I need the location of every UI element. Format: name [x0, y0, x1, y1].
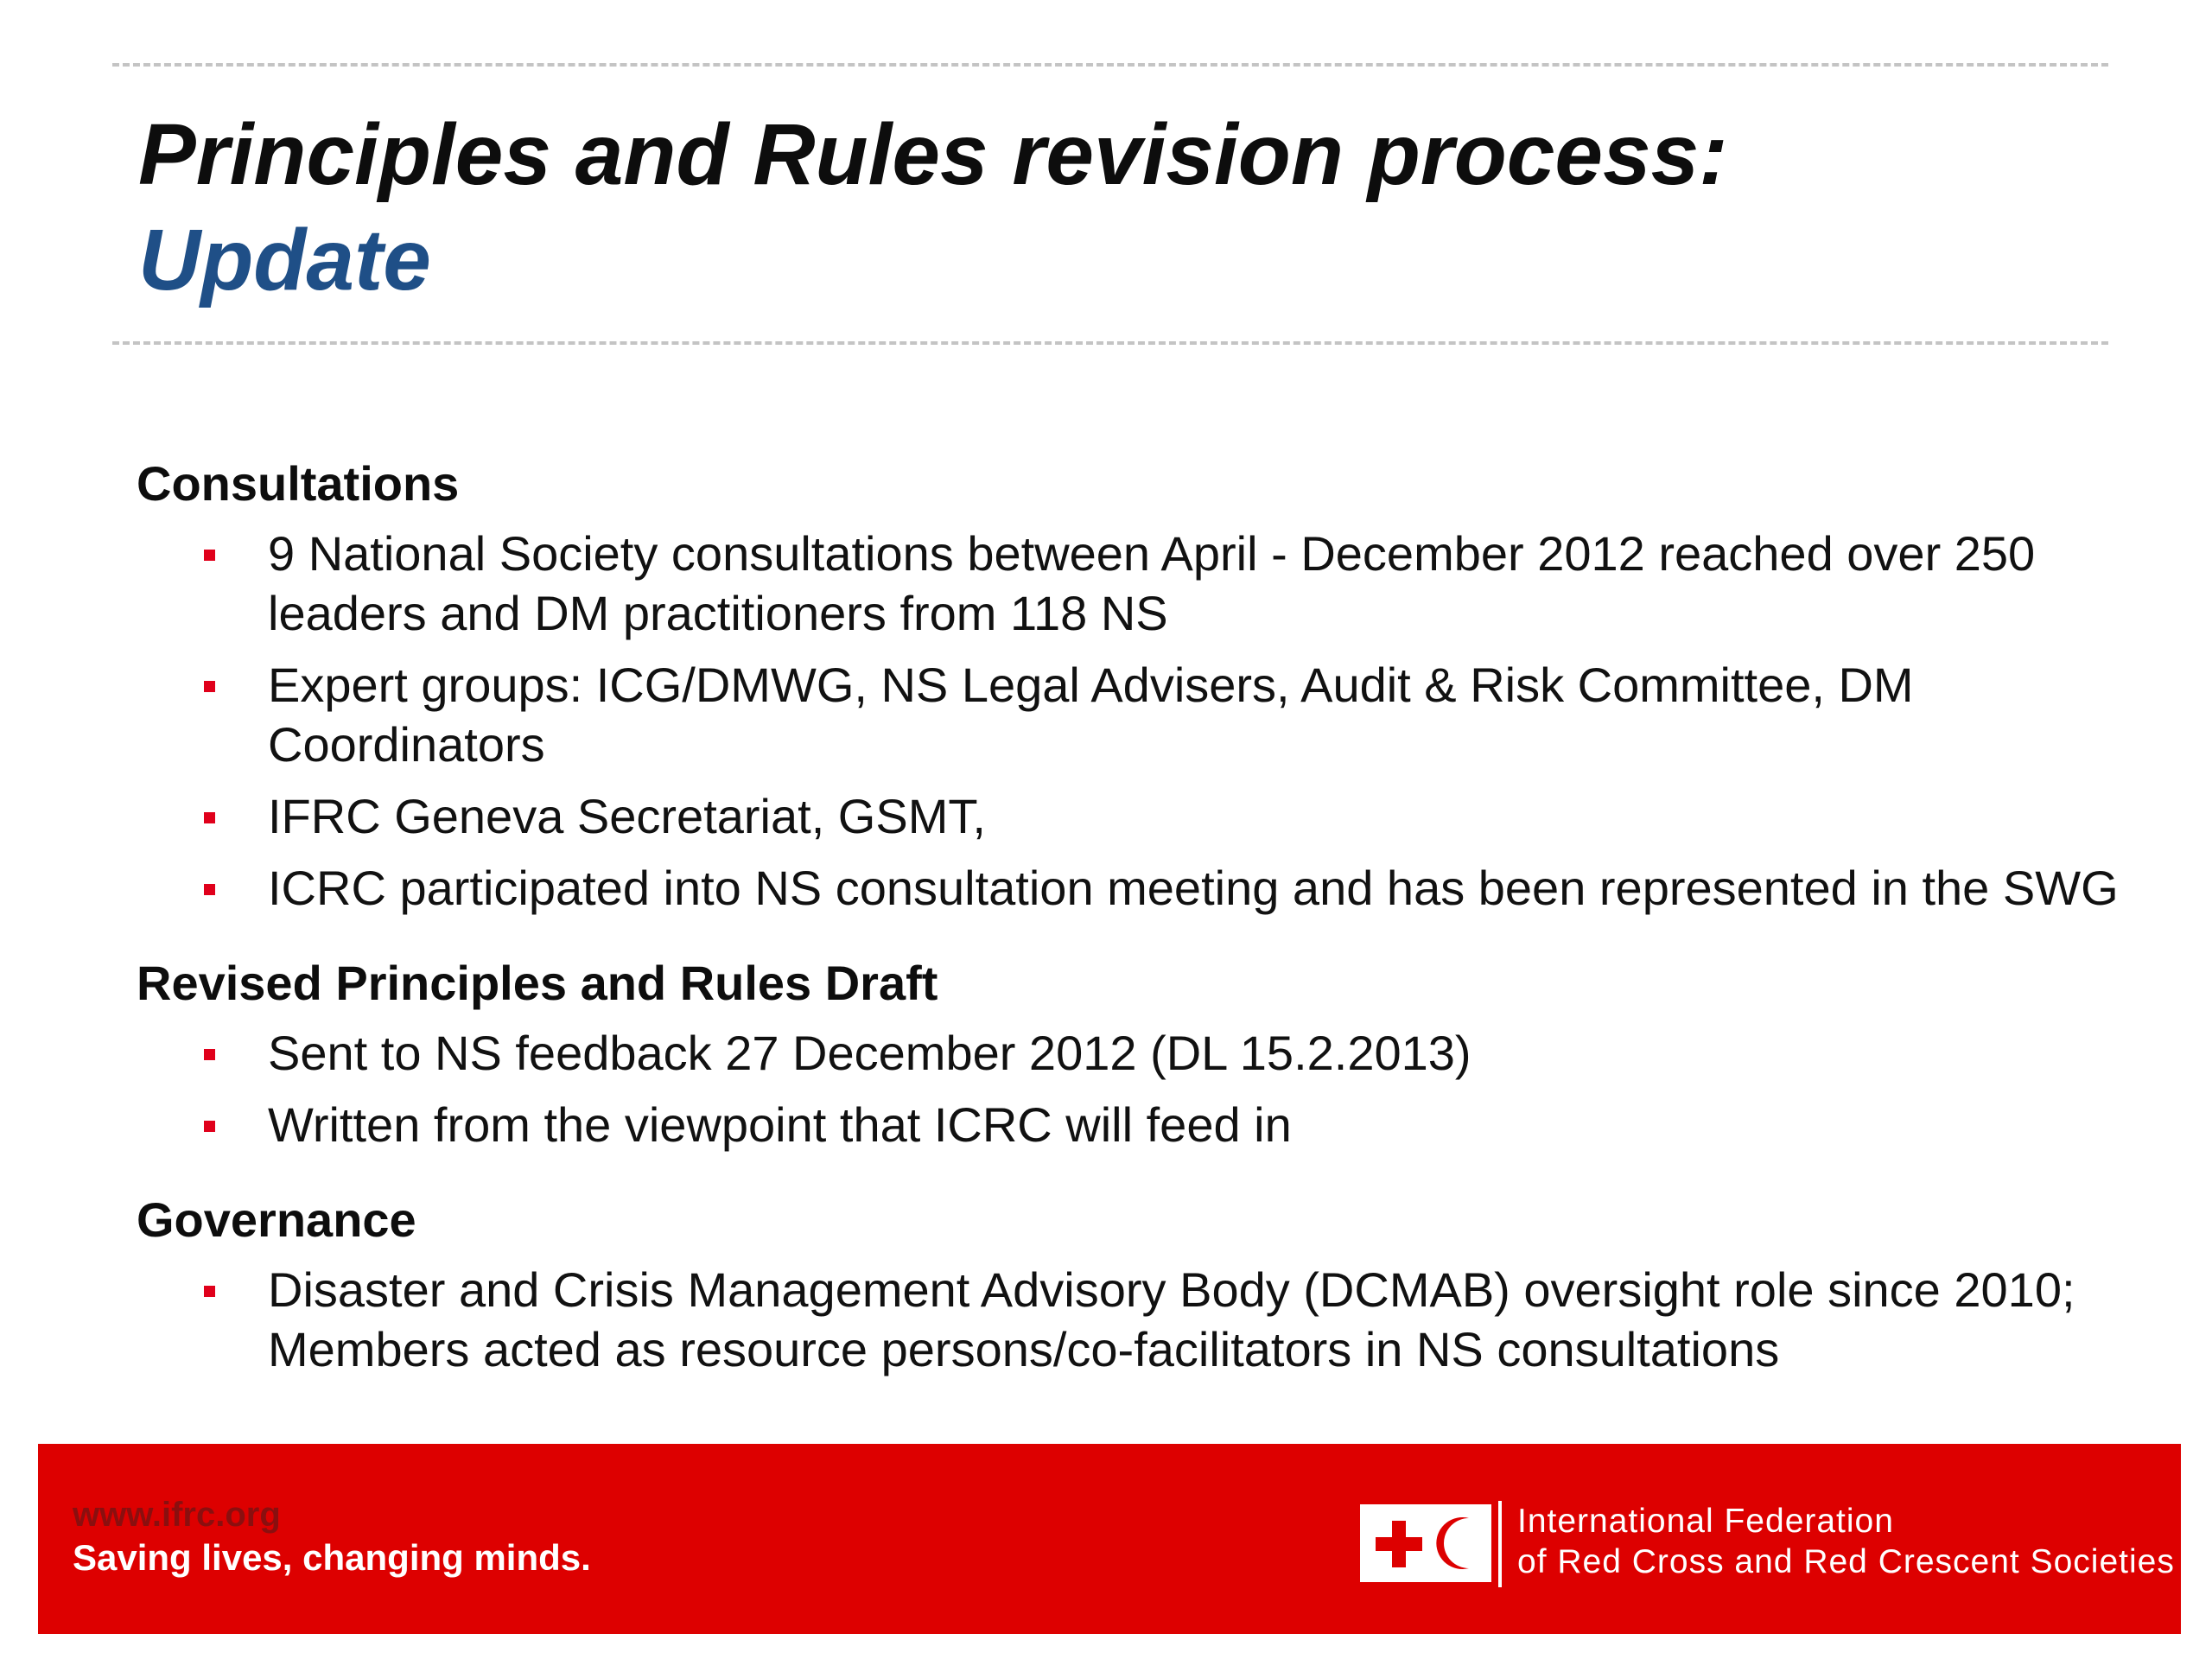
square-bullet-icon [204, 812, 215, 823]
section-governance [137, 1185, 2176, 1379]
slide-footer [38, 1444, 2181, 1634]
list-item [137, 1023, 2176, 1083]
organization-name-line-1: International Federation [1517, 1503, 1894, 1540]
list-item [137, 524, 2176, 643]
bullet-text: 9 National Society consultations between April - December 2012 reached over 250 leaders and DM practitioners from 118 NS [268, 526, 2036, 640]
bullet-list [137, 1023, 2176, 1154]
footer-slogan: Saving lives, changing minds. [73, 1537, 591, 1578]
title-divider [112, 341, 2108, 345]
square-bullet-icon [204, 884, 215, 895]
logo-divider [1498, 1501, 1502, 1587]
organization-name-line-2: of Red Cross and Red Crescent Societies [1517, 1543, 2175, 1580]
bullet-text: Written from the viewpoint that ICRC will feed in [268, 1097, 1292, 1152]
list-item [137, 1260, 2176, 1379]
footer-url: www.ifrc.org [73, 1496, 281, 1534]
slide-subtitle: Update [138, 212, 431, 308]
bullet-text: ICRC participated into NS consultation meeting and has been represented in the SWG [268, 861, 2119, 915]
square-bullet-icon [204, 550, 215, 561]
square-bullet-icon [204, 1121, 215, 1132]
organization-name [1517, 1501, 2175, 1582]
square-bullet-icon [204, 1049, 215, 1060]
section-heading: Revised Principles and Rules Draft [137, 956, 938, 1010]
slide-title: Principles and Rules revision process: [138, 106, 1728, 203]
section-revised-draft [137, 949, 2176, 1154]
red-cross-red-crescent-icon [1360, 1504, 1491, 1582]
section-consultations [137, 449, 2176, 918]
bullet-text: Sent to NS feedback 27 December 2012 (DL 15.2.2013) [268, 1026, 1471, 1080]
section-heading: Governance [137, 1192, 416, 1247]
bullet-text: Expert groups: ICG/DMWG, NS Legal Advisers, Audit & Risk Committee, DM Coordinators [268, 658, 1914, 772]
bullet-text: Disaster and Crisis Management Advisory Body (DCMAB) oversight role since 2010; Members acted as resource persons/co-facilitators in NS consultations [268, 1262, 2075, 1376]
list-item [137, 858, 2176, 918]
section-heading: Consultations [137, 456, 460, 511]
list-item [137, 655, 2176, 774]
square-bullet-icon [204, 1286, 215, 1297]
slide-content [137, 449, 2176, 1410]
list-item [137, 786, 2176, 846]
bullet-list [137, 524, 2176, 918]
bullet-text: IFRC Geneva Secretariat, GSMT, [268, 789, 986, 843]
top-divider [112, 63, 2108, 67]
bullet-list [137, 1260, 2176, 1379]
slide-title-block [138, 102, 2082, 313]
list-item [137, 1095, 2176, 1154]
square-bullet-icon [204, 681, 215, 692]
